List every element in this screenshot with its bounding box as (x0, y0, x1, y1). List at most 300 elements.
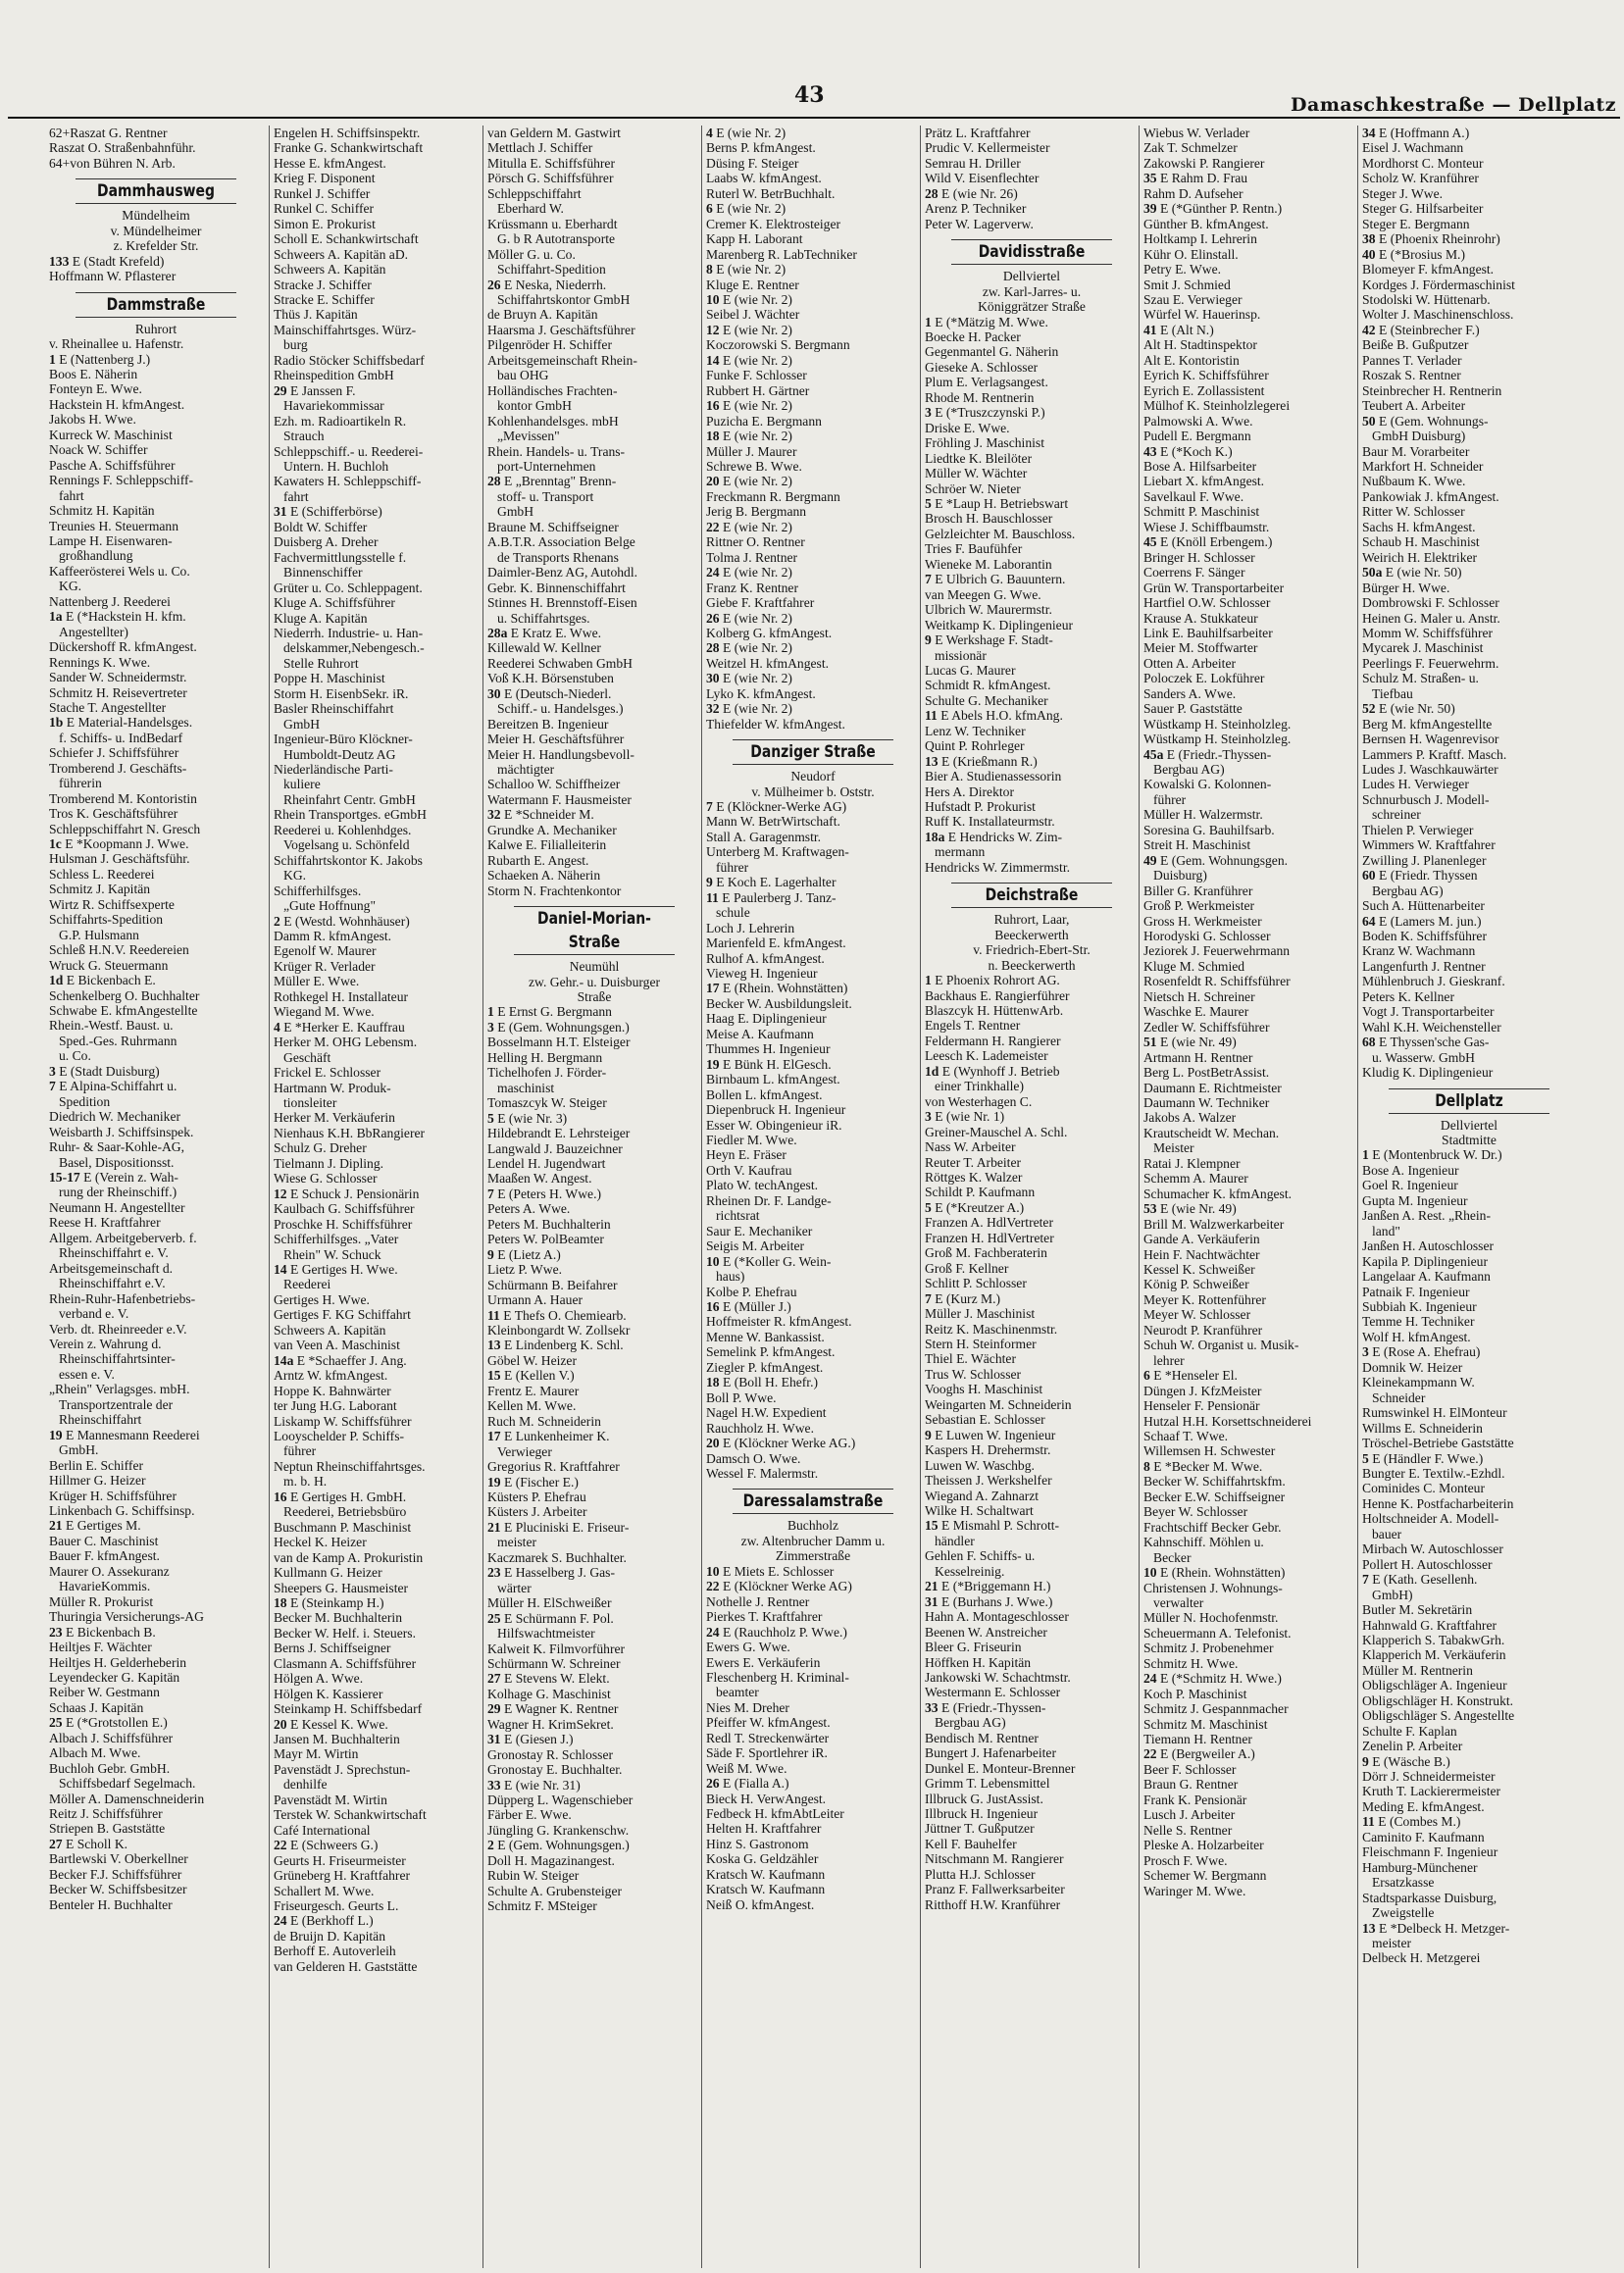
directory-entry: Ruhr- & Saar-Kohle-AG, (49, 1139, 185, 1155)
directory-entry: 17 E (Rhein. Wohnstätten) (706, 981, 848, 996)
directory-entry: 30 E (wie Nr. 2) (706, 671, 792, 686)
directory-entry: Schleppschiffahrt N. Gresch (49, 821, 201, 836)
directory-entry: Grundke A. Mechaniker (487, 822, 617, 837)
directory-entry: Ziegler P. kfmAngest. (706, 1359, 824, 1375)
directory-entry: Möller G. u. Co. (487, 246, 576, 262)
directory-entry: 29 E Wagner K. Rentner (487, 1701, 619, 1717)
directory-entry: Brosch H. Bauschlosser (925, 511, 1053, 527)
directory-entry: Domnik W. Heizer (1362, 1359, 1463, 1375)
directory-entry: Neumann H. Angestellter (49, 1199, 185, 1215)
directory-entry: Rahm D. Aufseher (1143, 185, 1243, 201)
directory-entry: Café International (274, 1822, 371, 1838)
directory-entry: Arenz P. Techniker (925, 201, 1027, 217)
directory-entry: 41 E (Alt N.) (1143, 322, 1214, 337)
house-number: 28a (487, 625, 508, 640)
entry-continuation: schreiner (1372, 807, 1421, 823)
directory-entry: Stadtsparkasse Duisburg, (1362, 1890, 1497, 1905)
directory-entry: Sheepers G. Hausmeister (274, 1580, 409, 1595)
directory-entry: Baur M. Vorarbeiter (1362, 443, 1470, 459)
directory-entry: Boecke H. Packer (925, 328, 1021, 344)
directory-entry: de Bruyn A. Kapitän (487, 307, 598, 323)
directory-entry: Bringer H. Schlosser (1143, 549, 1255, 565)
directory-entry: Storm H. EisenbSekr. iR. (274, 685, 409, 701)
directory-entry: Dunkel E. Monteur-Brenner (925, 1760, 1076, 1776)
entry-continuation: Ersatzkasse (1372, 1875, 1435, 1891)
directory-entry: 3 E (Stadt Duisburg) (49, 1063, 160, 1079)
directory-entry: Hoffmeister R. kfmAngest. (706, 1314, 852, 1330)
entry-continuation: u. Co. (59, 1048, 91, 1064)
directory-entry: Berg M. kfmAngestellte (1362, 716, 1493, 732)
directory-entry: Gronostay R. Schlosser (487, 1746, 613, 1762)
entry-continuation: führer (716, 859, 749, 875)
directory-entry: Redl T. Streckenwärter (706, 1730, 830, 1745)
directory-entry: Schürmann B. Beifahrer (487, 1277, 618, 1292)
entry-continuation: Basel, Dispositionsst. (59, 1154, 175, 1170)
directory-entry: Seigis M. Arbeiter (706, 1238, 805, 1254)
directory-entry: Jakobs H. Wwe. (49, 412, 136, 428)
entry-continuation: Rheinschiffahrt e.V. (59, 1276, 166, 1291)
directory-entry: Niederländische Parti- (274, 762, 393, 778)
directory-entry: Prätz L. Kraftfahrer (925, 126, 1031, 140)
directory-entry: Kolbe P. Ehefrau (706, 1284, 797, 1299)
directory-entry: Wagner H. KrimSekret. (487, 1716, 614, 1732)
directory-entry: Arbeitsgemeinschaft Rhein- (487, 352, 637, 368)
directory-entry: Jakobs A. Walzer (1143, 1110, 1237, 1126)
column-5 (920, 126, 1142, 2268)
directory-entry: Streit H. Maschinist (1143, 837, 1251, 853)
directory-entry: Müller N. Hochofenmstr. (1143, 1610, 1279, 1626)
directory-entry: Tielmann J. Dipling. (274, 1155, 384, 1171)
directory-entry: Willms E. Schneiderin (1362, 1420, 1483, 1436)
house-number: 13 (925, 753, 939, 769)
directory-entry: Klapperich S. TabakwGrh. (1362, 1632, 1505, 1647)
entry-continuation: wärter (497, 1580, 532, 1595)
directory-entry: Jerig B. Bergmann (706, 504, 807, 520)
entry-continuation: Humboldt-Deutz AG (283, 746, 396, 762)
directory-entry: Illbruck G. JustAssist. (925, 1791, 1043, 1806)
directory-entry: Koska G. Geldzähler (706, 1851, 819, 1867)
directory-entry: 6 E *Henseler El. (1143, 1368, 1238, 1384)
directory-entry: 7 E Alpina-Schiffahrt u. (49, 1079, 178, 1094)
directory-entry: 16 E Gertiges H. GmbH. (274, 1489, 407, 1504)
directory-entry: Hartmann W. Produk- (274, 1080, 391, 1095)
directory-entry: Müller H. Walzermstr. (1143, 807, 1263, 823)
house-number: 22 (1143, 1746, 1157, 1762)
directory-entry: Schwabe E. kfmAngestellte (49, 1003, 198, 1019)
directory-entry: Schifferhilfsges. „Vater (274, 1232, 399, 1247)
entry-continuation: Schneider (1372, 1389, 1426, 1405)
directory-entry: 1c E *Koopmann J. Wwe. (49, 836, 189, 852)
directory-entry: Frentz E. Maurer (487, 1383, 580, 1398)
entry-continuation: fahrt (59, 487, 84, 503)
directory-entry: Berlin E. Schiffer (49, 1457, 144, 1473)
house-number: 7 (925, 1290, 932, 1306)
directory-entry: Kolhage G. Maschinist (487, 1686, 611, 1701)
directory-entry: Schulte F. Kaplan (1362, 1723, 1457, 1739)
directory-entry: 18 E (Boll H. Ehefr.) (706, 1375, 819, 1390)
directory-entry: Müller W. Wächter (925, 466, 1028, 481)
entry-continuation: KG. (59, 579, 82, 594)
district-note: Beeckerwerth (994, 927, 1069, 942)
directory-entry: Gronostay E. Buchhalter. (487, 1762, 623, 1778)
directory-entry: Goel R. Ingenieur (1362, 1178, 1458, 1193)
directory-entry: Eisel J. Wachmann (1362, 140, 1464, 156)
directory-entry: 64 E (Lamers M. jun.) (1362, 913, 1482, 929)
directory-entry: Gehlen F. Schiffs- u. (925, 1548, 1036, 1564)
entry-continuation: verwalter (1153, 1594, 1204, 1610)
directory-entry: Kludig K. Diplingenieur (1362, 1065, 1494, 1081)
directory-entry: Looyschelder P. Schiffs- (274, 1428, 405, 1443)
entry-continuation: Transportzentrale der (59, 1396, 174, 1412)
house-number: 49 (1143, 852, 1157, 868)
entry-continuation: meister (497, 1535, 537, 1550)
house-number: 31 (925, 1593, 939, 1609)
directory-entry: Thummes H. Ingenieur (706, 1041, 831, 1057)
directory-entry: Peters K. Kellner (1362, 988, 1454, 1004)
directory-entry: Pörsch G. Schiffsführer (487, 171, 614, 186)
directory-entry: 25 E (*Grotstollen E.) (49, 1715, 168, 1731)
directory-entry: Eyrich E. Zollassistent (1143, 382, 1265, 398)
directory-entry: Jüttner T. Gußputzer (925, 1821, 1035, 1837)
house-number: 14a (274, 1352, 294, 1368)
directory-entry: Höffken H. Kapitän (925, 1654, 1032, 1670)
directory-entry: 20 E (Klöckner Werke AG.) (706, 1436, 856, 1451)
house-number: 20 (706, 1436, 720, 1451)
directory-entry: Scheuermann A. Telefonist. (1143, 1625, 1292, 1641)
house-number: 18 (706, 1375, 720, 1390)
house-number: 45 (1143, 534, 1157, 550)
directory-entry: Hoffmann W. Pflasterer (49, 269, 177, 284)
directory-entry: Ruch M. Schneiderin (487, 1413, 601, 1429)
directory-entry: Heinen G. Maler u. Anstr. (1362, 610, 1500, 626)
directory-entry: Dückershoff R. kfmAngest. (49, 639, 197, 655)
house-number: 28 (487, 474, 501, 489)
directory-entry: 8 E (wie Nr. 2) (706, 262, 787, 278)
directory-entry: Semrau H. Driller (925, 155, 1021, 171)
directory-entry: Becker E.W. Schiffseigner (1143, 1489, 1286, 1504)
house-number: 7 (49, 1079, 56, 1094)
house-number: 20 (706, 474, 720, 489)
house-number: 27 (487, 1671, 501, 1687)
directory-entry: Ritthoff H.W. Kranführer (925, 1896, 1061, 1912)
directory-entry: Henne K. Postfacharbeiterin (1362, 1495, 1514, 1511)
directory-entry: Sachs H. kfmAngest. (1362, 519, 1476, 534)
directory-entry: Becker W. Schiffahrtskfm. (1143, 1474, 1286, 1490)
directory-entry: Jeziorek J. Feuerwehrmann (1143, 943, 1291, 959)
directory-entry: Stodolski W. Hüttenarb. (1362, 291, 1491, 307)
directory-entry: 15 E (Kellen V.) (487, 1368, 575, 1384)
directory-entry: Plum E. Verlagsangest. (925, 375, 1048, 390)
directory-entry: 60 E (Friedr. Thyssen (1362, 868, 1478, 884)
directory-entry: Trus W. Schlosser (925, 1366, 1022, 1382)
street-heading: Daniel-Morian-Straße (514, 906, 675, 955)
directory-entry: Krieg F. Disponent (274, 171, 376, 186)
directory-entry: 50a E (wie Nr. 50) (1362, 565, 1462, 581)
directory-entry: 28 E (wie Nr. 2) (706, 640, 792, 656)
directory-entry: Lammers P. Kraftf. Masch. (1362, 746, 1507, 762)
directory-entry: Hutzal H.H. Korsettschneiderei (1143, 1413, 1312, 1429)
directory-entry: 20 E Kessel K. Wwe. (274, 1716, 388, 1732)
directory-entry: Zak T. Schmelzer (1143, 140, 1238, 156)
directory-entry: Schmitz H. Wwe. (1143, 1655, 1239, 1671)
directory-entry: Mordhorst C. Monteur (1362, 155, 1484, 171)
directory-entry: Peters W. PolBeamter (487, 1232, 604, 1247)
directory-entry: Tiemann H. Rentner (1143, 1732, 1252, 1747)
house-number: 39 (1143, 201, 1157, 217)
directory-entry: Cremer K. Elektrosteiger (706, 216, 841, 231)
directory-entry: 31 E (Burhans J. Wwe.) (925, 1593, 1053, 1609)
directory-entry: Boden K. Schiffsführer (1362, 929, 1487, 944)
directory-entry: Steinkamp H. Schiffsbedarf (274, 1701, 423, 1717)
entry-continuation: Bergbau AG) (1153, 762, 1225, 778)
directory-entry: Wimmers W. Kraftfahrer (1362, 837, 1496, 853)
directory-entry: 1a E (*Hackstein H. kfm. (49, 609, 186, 625)
directory-entry: Alt E. Kontoristin (1143, 352, 1240, 368)
directory-entry: Müller E. Wwe. (274, 974, 360, 989)
house-number: 26 (487, 277, 501, 292)
house-number: 11 (706, 889, 719, 905)
directory-entry: van Geldern M. Gastwirt (487, 126, 621, 140)
directory-entry: Quint P. Rohrleger (925, 738, 1025, 754)
directory-entry: Rheinen Dr. F. Landge- (706, 1192, 832, 1208)
directory-entry: Proschke H. Schiffsführer (274, 1216, 413, 1232)
house-number: 19 (706, 1056, 720, 1072)
directory-entry: Diepenbruck H. Ingenieur (706, 1102, 846, 1118)
directory-entry: Wirtz R. Schiffsexperte (49, 896, 175, 912)
directory-entry: Sauer P. Gaststätte (1143, 701, 1243, 717)
directory-entry: Pollert H. Autoschlosser (1362, 1556, 1493, 1572)
street-heading: Deichstraße (951, 883, 1112, 908)
directory-entry: Delbeck H. Metzgerei (1362, 1950, 1481, 1966)
page-number: 43 (794, 82, 825, 108)
street-heading: Dammhausweg (76, 178, 236, 204)
entry-continuation: meister (1372, 1936, 1412, 1951)
directory-entry: Gregorius R. Kraftfahrer (487, 1459, 620, 1475)
entry-continuation: mermann (935, 844, 986, 860)
directory-entry: Pankowiak J. kfmAngest. (1362, 488, 1499, 504)
directory-entry: Meding E. kfmAngest. (1362, 1798, 1485, 1814)
directory-entry: 7 E (Peters H. Wwe.) (487, 1186, 602, 1201)
directory-entry: Herker M. Verkäuferin (274, 1110, 395, 1126)
directory-entry: Schemer W. Bergmann (1143, 1868, 1267, 1884)
directory-entry: Wüstkamp H. Steinholzleg. (1143, 732, 1292, 747)
directory-entry: Hulsman J. Geschäftsführ. (49, 851, 190, 867)
directory-entry: Weitkamp K. Diplingenieur (925, 617, 1074, 632)
house-number: 38 (1362, 231, 1376, 247)
house-number: 23 (487, 1565, 501, 1581)
directory-entry: 29 E Janssen F. (274, 382, 356, 398)
directory-entry: 26 E (Fialla A.) (706, 1776, 789, 1792)
directory-entry: 27 E Scholl K. (49, 1836, 128, 1851)
house-number: 1a (49, 609, 63, 625)
directory-entry: 35 E Rahm D. Frau (1143, 171, 1248, 186)
directory-entry: Nagel H.W. Expedient (706, 1405, 827, 1421)
house-number: 18 (706, 429, 720, 444)
house-number: 2 (487, 1838, 494, 1853)
directory-entry: Plato W. techAngest. (706, 1178, 819, 1193)
directory-entry: Ingenieur-Büro Klöckner- (274, 732, 413, 747)
directory-entry: Weitzel H. kfmAngest. (706, 655, 829, 671)
directory-entry: Gertiges F. KG Schiffahrt (274, 1307, 411, 1323)
directory-entry: Schmitz J. Kapitän (49, 882, 151, 897)
directory-entry: Reuter T. Arbeiter (925, 1154, 1022, 1170)
directory-entry: Wild V. Eisenflechter (925, 171, 1040, 186)
directory-entry: Kolberg G. kfmAngest. (706, 625, 833, 640)
directory-entry: Mayr M. Wirtin (274, 1746, 359, 1762)
directory-entry: Müller M. Rentnerin (1362, 1662, 1473, 1678)
header-rule (8, 117, 1620, 119)
directory-entry: 28a E Kratz E. Wwe. (487, 625, 602, 640)
directory-entry: Patnaik F. Ingenieur (1362, 1284, 1470, 1299)
directory-entry: 3 E (Gem. Wohnungsgen.) (487, 1019, 630, 1035)
directory-entry: Kordges J. Fördermaschinist (1362, 277, 1515, 292)
directory-entry: Pranz F. Fallwerksarbeiter (925, 1882, 1065, 1897)
directory-entry: Freckmann R. Bergmann (706, 488, 840, 504)
directory-entry: 22 E (wie Nr. 2) (706, 519, 792, 534)
directory-entry: Linkenbach G. Schiffsinsp. (49, 1502, 195, 1518)
directory-entry: Pleske A. Holzarbeiter (1143, 1838, 1264, 1853)
directory-entry: Killewald W. Kellner (487, 640, 601, 656)
directory-entry: Rubin W. Steiger (487, 1868, 580, 1884)
directory-entry: Schmitz J. Probenehmer (1143, 1641, 1274, 1656)
directory-entry: Hildebrandt E. Lehrsteiger (487, 1126, 631, 1141)
directory-entry: Funke F. Schlosser (706, 368, 807, 383)
directory-entry: Wolf H. kfmAngest. (1362, 1329, 1471, 1344)
directory-entry: Pannes T. Verlader (1362, 352, 1462, 368)
directory-entry: Kellen M. Wwe. (487, 1398, 577, 1414)
column-4 (701, 126, 924, 2268)
directory-entry: 38 E (Phoenix Rheinrohr) (1362, 231, 1500, 247)
directory-entry: Kluge M. Schmied (1143, 958, 1245, 974)
directory-entry: Kalweit K. Filmvorführer (487, 1641, 626, 1656)
directory-entry: Röttges K. Walzer (925, 1170, 1023, 1185)
house-number: 12 (274, 1186, 287, 1201)
house-number: 2 (274, 913, 280, 929)
directory-entry: Steinbrecher H. Rentnerin (1362, 382, 1502, 398)
directory-entry: Illbruck H. Ingenieur (925, 1806, 1039, 1822)
district-note: Ruhrort, Laar, (993, 912, 1070, 928)
district-note: Stadtmitte (1442, 1133, 1497, 1147)
district-note: Zimmerstraße (775, 1548, 851, 1564)
house-number: 1 (487, 1004, 494, 1020)
directory-entry: Theissen J. Werkshelfer (925, 1473, 1052, 1489)
directory-entry: Marenberg R. LabTechniker (706, 246, 857, 262)
house-number: 16 (706, 398, 720, 414)
directory-entry: Albach M. Wwe. (49, 1745, 141, 1761)
house-number: 10 (706, 1563, 720, 1579)
house-number: 25 (487, 1610, 501, 1626)
entry-continuation: Angestellter) (59, 624, 128, 639)
directory-entry: 43 E (*Koch K.) (1143, 443, 1233, 459)
directory-entry: Striepen B. Gaststätte (49, 1821, 166, 1837)
directory-entry: Nass W. Arbeiter (925, 1139, 1016, 1155)
house-number: 11 (487, 1307, 500, 1323)
directory-entry: Semelink P. kfmAngest. (706, 1344, 836, 1360)
directory-entry: Zedler W. Schiffsführer (1143, 1019, 1270, 1035)
entry-continuation: Schiffahrt-Spedition (497, 262, 606, 278)
directory-entry: Wessel F. Malermstr. (706, 1465, 819, 1481)
directory-entry: Tolma J. Rentner (706, 549, 798, 565)
directory-entry: Grüter u. Co. Schleppagent. (274, 580, 423, 595)
directory-entry: 32 E *Schneider M. (487, 807, 594, 823)
directory-entry: Urmann A. Hauer (487, 1292, 584, 1308)
directory-entry: Schmitz F. MSteiger (487, 1898, 597, 1914)
directory-entry: 17 E Lunkenheimer K. (487, 1429, 610, 1444)
directory-entry: Müller J. Maschinist (925, 1306, 1036, 1322)
house-number: 26 (706, 1776, 720, 1792)
directory-entry: Hartfiel O.W. Schlosser (1143, 595, 1271, 611)
entry-continuation: GmbH (283, 716, 321, 732)
entry-continuation: Bergbau AG) (1372, 883, 1444, 898)
running-head: Damaschkestraße — Dellplatz (1291, 94, 1616, 116)
directory-entry: Driske E. Wwe. (925, 420, 1010, 435)
directory-entry: 28 E „Brenntag" Brenn- (487, 474, 617, 489)
directory-entry: Poppe H. Maschinist (274, 671, 385, 686)
directory-entry: 13 E *Delbeck H. Metzger- (1362, 1920, 1510, 1936)
house-number: 11 (925, 708, 938, 724)
directory-entry: Thielen P. Verwieger (1362, 822, 1474, 837)
directory-entry: 7 E Ulbrich G. Bauuntern. (925, 572, 1066, 587)
house-number: 42 (1362, 322, 1376, 337)
directory-entry: Smit J. Schmied (1143, 277, 1231, 292)
entry-continuation: Sped.-Ges. Ruhrmann (59, 1033, 178, 1048)
entry-continuation: kuliere (283, 777, 321, 792)
house-number: 5 (925, 495, 932, 511)
house-number: 15 (487, 1368, 501, 1384)
house-number: 68 (1362, 1035, 1376, 1050)
directory-entry: Buchloh Gebr. GmbH. (49, 1760, 171, 1776)
directory-entry: Arntz W. kfmAngest. (274, 1368, 388, 1384)
directory-entry: 13 E (Krießmann R.) (925, 753, 1038, 769)
house-number: 31 (487, 1732, 501, 1747)
directory-entry: Reitz J. Schiffsführer (49, 1806, 163, 1822)
directory-entry: Küsters P. Ehefrau (487, 1489, 586, 1504)
directory-entry: 26 E Neska, Niederrh. (487, 277, 607, 292)
entry-continuation: bau OHG (497, 368, 549, 383)
directory-entry: Reitz K. Maschinenmstr. (925, 1321, 1058, 1337)
directory-entry: Blaszcyk H. HüttenwArb. (925, 1003, 1064, 1019)
directory-entry: Hendricks W. Zimmermstr. (925, 859, 1071, 875)
directory-entry: 133 E (Stadt Krefeld) (49, 253, 165, 269)
district-note: Neudorf (790, 769, 836, 784)
entry-continuation: „Gute Hoffnung" (283, 898, 377, 914)
directory-entry: Meier M. Stoffwarter (1143, 640, 1258, 656)
house-number: 4 (274, 1019, 280, 1035)
directory-entry: Rheinspedition GmbH (274, 368, 394, 383)
directory-entry: Wieneke M. Laborantin (925, 556, 1052, 572)
directory-entry: Sander W. Schneidermstr. (49, 670, 187, 685)
directory-entry: Küsters J. Arbeiter (487, 1504, 587, 1520)
entry-continuation: bauer (1372, 1526, 1402, 1541)
directory-entry: Thuringia Versicherungs-AG (49, 1609, 204, 1625)
directory-entry: Verein z. Wahrung d. (49, 1336, 162, 1351)
directory-entry: Watermann F. Hausmeister (487, 791, 632, 807)
directory-entry: 10 E Miets E. Schlosser (706, 1563, 835, 1579)
entry-continuation: führer (283, 1443, 317, 1459)
directory-entry: Schalloo W. Schiffheizer (487, 777, 621, 792)
directory-entry: Hamburg-Münchener (1362, 1859, 1478, 1875)
directory-entry: Stall A. Garagenmstr. (706, 829, 822, 844)
directory-entry: Schmitz M. Maschinist (1143, 1716, 1268, 1732)
house-number: 28 (706, 640, 720, 656)
directory-entry: Beiße B. Gußputzer (1362, 337, 1469, 353)
directory-entry: 9 E (Wäsche B.) (1362, 1753, 1450, 1769)
district-note: zw. Altenbrucher Damm u. (740, 1533, 886, 1548)
directory-entry: Schemm A. Maurer (1143, 1171, 1248, 1187)
house-number: 50a (1362, 565, 1383, 581)
house-number: 1 (1362, 1147, 1369, 1163)
directory-entry: 3 E (wie Nr. 1) (925, 1109, 1005, 1125)
